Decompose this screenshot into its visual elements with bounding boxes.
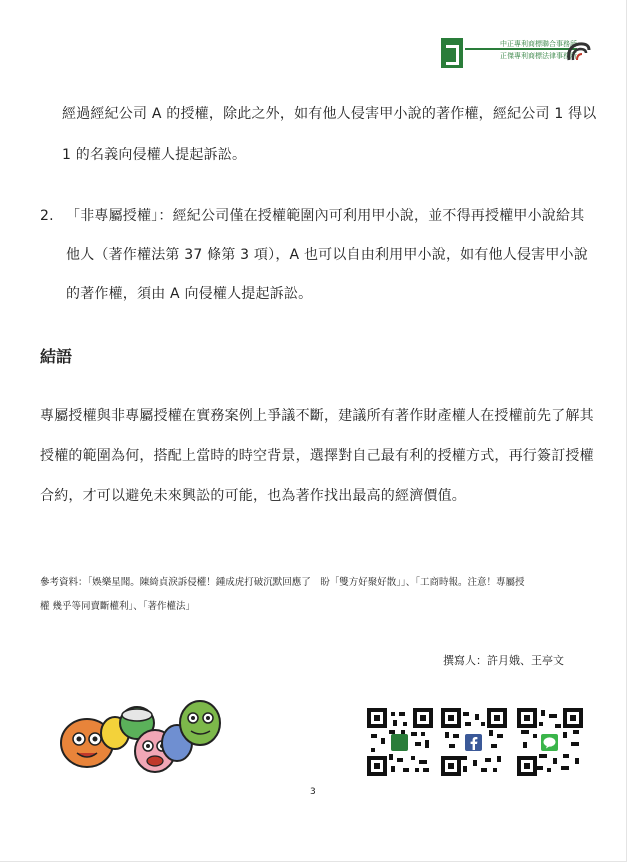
paragraph-1-line-1: 經過經紀公司 A 的授權，除此之外，如有他人侵害甲小說的著作權，經紀公司 1 得以	[62, 106, 597, 122]
logo-line1: 中正專利商標聯合事務所	[500, 40, 577, 48]
item-2-line-2: 他人（著作權法第 37 條第 3 項），A 也可以自由利用甲小說，如有他人侵害甲小說	[66, 247, 588, 263]
website-logo-icon	[391, 734, 408, 751]
mascot-illustration	[55, 693, 225, 778]
page-number: 3	[310, 787, 316, 797]
conclusion-heading: 結語	[40, 347, 73, 366]
references-line-1: 參考資料：「娛樂星聞。陳綺貞淚訴侵權！鍾成虎打破沉默回應了 盼「雙方好聚好散」」、「工商時報。注意！專屬授	[40, 577, 525, 588]
qr-code-website[interactable]	[367, 708, 433, 776]
references-line-2: 權 幾乎等同賣斷權利」、「著作權法」	[40, 601, 196, 612]
item-2-line-1: 「非專屬授權」：經紀公司僅在授權範圍內可利用甲小說，並不得再授權甲小說給其	[66, 208, 585, 224]
logo-divider	[465, 48, 577, 50]
item-2-line-3: 的著作權，須由 A 向侵權人提起訴訟。	[66, 286, 313, 302]
conclusion-line-3: 合約，才可以避免未來興訟的可能，也為著作找出最高的經濟價值。	[40, 488, 466, 504]
qr-code-line[interactable]	[517, 708, 583, 776]
firm-logo-mark-icon	[441, 38, 463, 68]
facebook-icon	[465, 734, 482, 751]
paragraph-1-line-2: 1 的名義向侵權人提起訴訟。	[62, 147, 247, 163]
conclusion-line-1: 專屬授權與非專屬授權在實務案例上爭議不斷，建議所有著作財產權人在授權前先了解其	[40, 408, 594, 424]
logo-line2: 正傑專利商標法律事務所	[500, 52, 577, 60]
swirl-icon	[565, 40, 591, 66]
line-icon	[541, 734, 558, 751]
list-number-2: 2.	[40, 208, 54, 224]
author-credit: 撰寫人：許月娥、王亭文	[443, 654, 564, 667]
firm-logo	[441, 38, 591, 68]
conclusion-line-2: 授權的範圍為何，搭配上當時的時空背景，選擇對自己最有利的授權方式，再行簽訂授權	[40, 448, 594, 464]
qr-code-facebook[interactable]	[441, 708, 507, 776]
